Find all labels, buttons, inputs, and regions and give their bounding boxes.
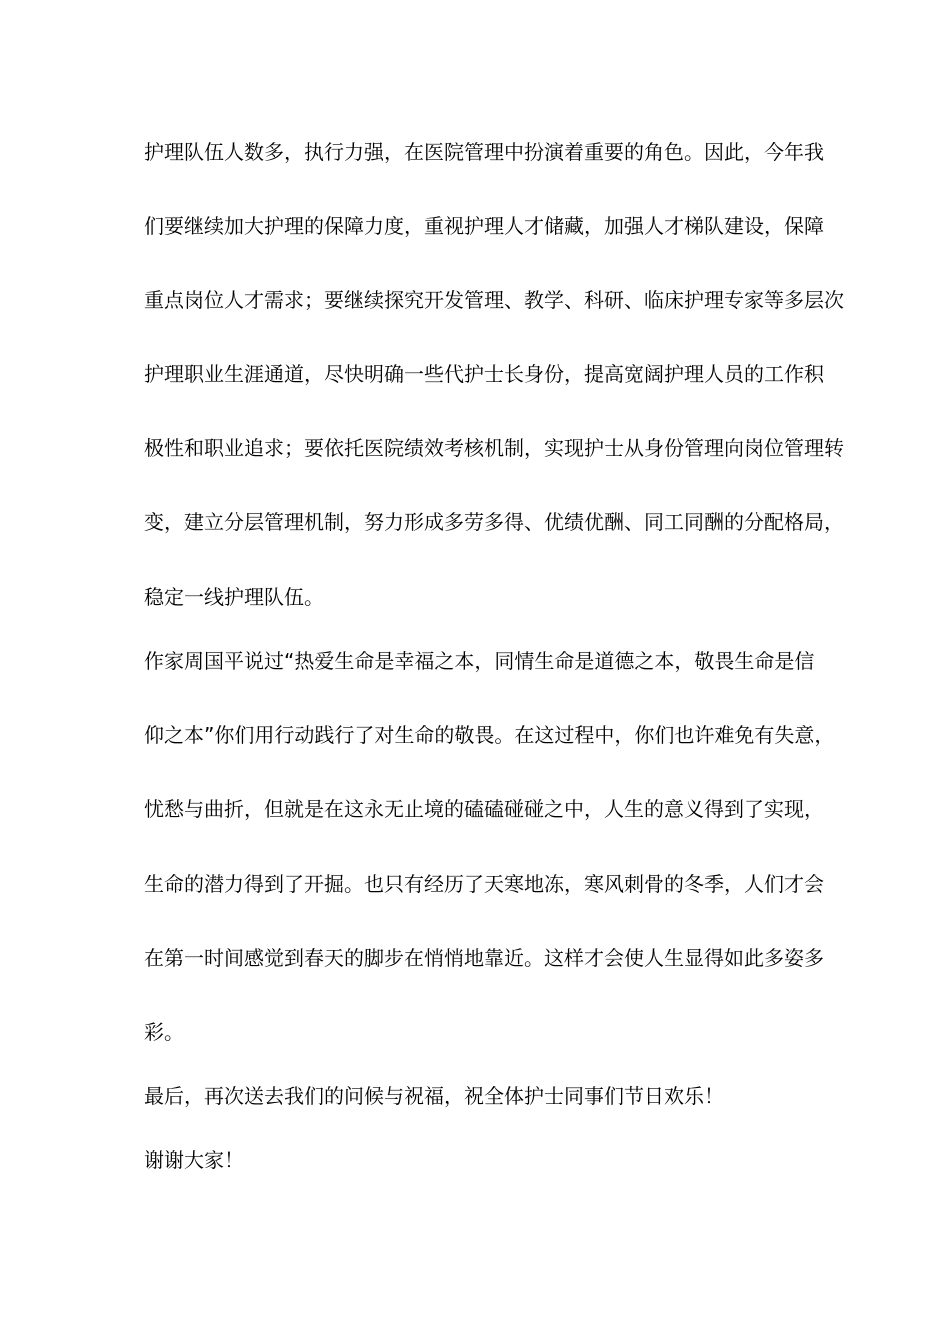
text-line: 作家周国平说过“热爱生命是幸福之本，同情生命是道德之本，敬畏生命是信 xyxy=(144,649,815,673)
text-line: 最后，再次送去我们的问候与祝福，祝全体护士同事们节日欢乐！ xyxy=(144,1084,724,1108)
text-line: 护理职业生涯通道，尽快明确一些代护士长身份，提高宽阔护理人员的工作积 xyxy=(144,362,824,386)
text-line: 极性和职业追求；要依托医院绩效考核机制，实现护士从身份管理向岗位管理转 xyxy=(144,436,844,460)
text-line: 变，建立分层管理机制，努力形成多劳多得、优绩优酬、同工同酬的分配格局， xyxy=(144,510,844,534)
text-line: 谢谢大家！ xyxy=(144,1148,244,1172)
text-line: 在第一时间感觉到春天的脚步在悄悄地靠近。这样才会使人生显得如此多姿多 xyxy=(144,946,824,970)
text-line: 仰之本”你们用行动践行了对生命的敬畏。在这过程中，你们也许难免有失意， xyxy=(144,723,835,747)
text-line: 护理队伍人数多，执行力强，在医院管理中扮演着重要的角色。因此，今年我 xyxy=(144,140,824,164)
text-line: 稳定一线护理队伍。 xyxy=(144,585,324,609)
text-line: 彩。 xyxy=(144,1020,184,1044)
text-line: 生命的潜力得到了开掘。也只有经历了天寒地冻，寒风刺骨的冬季，人们才会 xyxy=(144,872,824,896)
text-line: 忧愁与曲折，但就是在这永无止境的磕磕碰碰之中，人生的意义得到了实现， xyxy=(144,797,824,821)
text-line: 重点岗位人才需求；要继续探究开发管理、教学、科研、临床护理专家等多层次 xyxy=(144,288,844,312)
text-line: 们要继续加大护理的保障力度，重视护理人才储藏，加强人才梯队建设，保障 xyxy=(144,214,824,238)
